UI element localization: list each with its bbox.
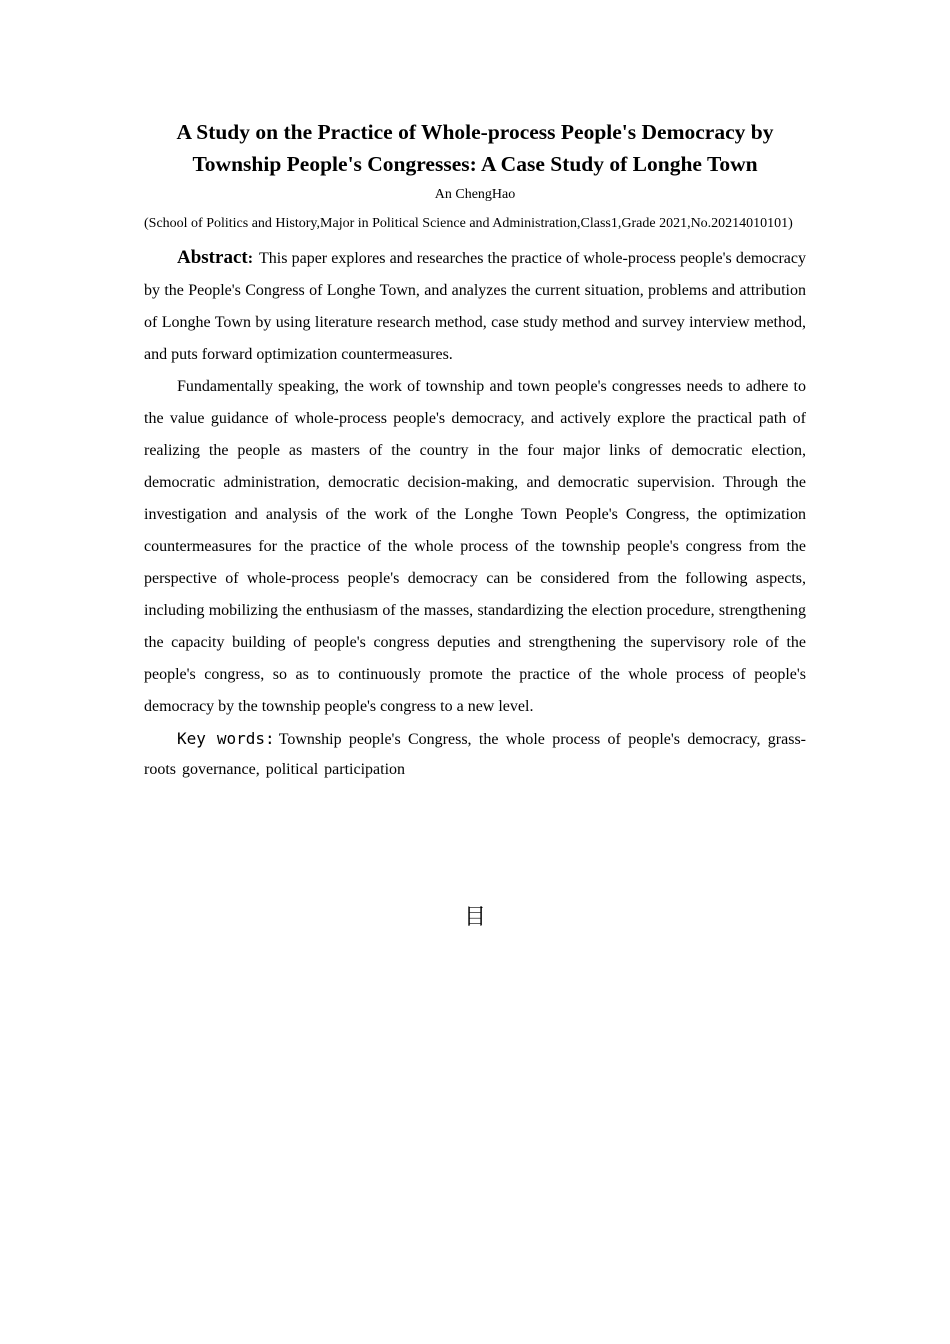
author-affiliation: (School of Politics and History,Major in Political Science and Administration,Class1,Grade 2021,No.20214010101) [144, 216, 793, 231]
abstract-label: Abstract [177, 247, 248, 268]
abstract-section [144, 242, 806, 723]
title-line-1: A Study on the Practice of Whole-process People's Democracy by [176, 120, 774, 144]
paper-title [144, 116, 806, 180]
author-name: An ChengHao [434, 187, 516, 202]
keywords-text: Township people's Congress, the whole process of people's democracy, grass-roots governance, political participation [144, 731, 807, 778]
keywords-label: Key words [177, 729, 266, 748]
paper-page [144, 116, 806, 785]
abstract-paragraph-1 [144, 242, 806, 371]
title-line-2: Township People's Congresses: A Case Study of Longhe Town [192, 152, 758, 176]
abstract-text-1: This paper explores and researches the practice of whole-process people's democracy by the People's Congress of Longhe Town, and analyzes the current situation, problems and attribution of Longhe Town by using literature research method, case study method and survey interview method, and puts forward optimization countermeasures. [144, 250, 806, 363]
abstract-paragraph-2: Fundamentally speaking, the work of township and town people's congresses needs to adhere to the value guidance of whole-process people's democracy, and actively explore the practical path of realizing the people as masters of the country in the four major links of democratic election, democratic administration, democratic decision-making, and democratic supervision. Through the investigation and analysis of the work of the Longhe Town People's Congress, the optimization countermeasures for the practice of the whole process of the township people's congress from the perspective of whole-process people's democracy can be considered from the following aspects, including mobilizing the enthusiasm of the masses, standardizing the election procedure, strengthening the capacity building of people's congress deputies and strengthening the supervisory role of the people's congress, so as to continuously promote the practice of the whole process of people's democracy by the township people's congress to a new level. [144, 378, 806, 715]
keywords-separator: : [265, 729, 275, 748]
keywords-section [144, 724, 806, 785]
abstract-colon: : [247, 250, 254, 267]
table-of-contents-heading: 目 [463, 905, 486, 930]
